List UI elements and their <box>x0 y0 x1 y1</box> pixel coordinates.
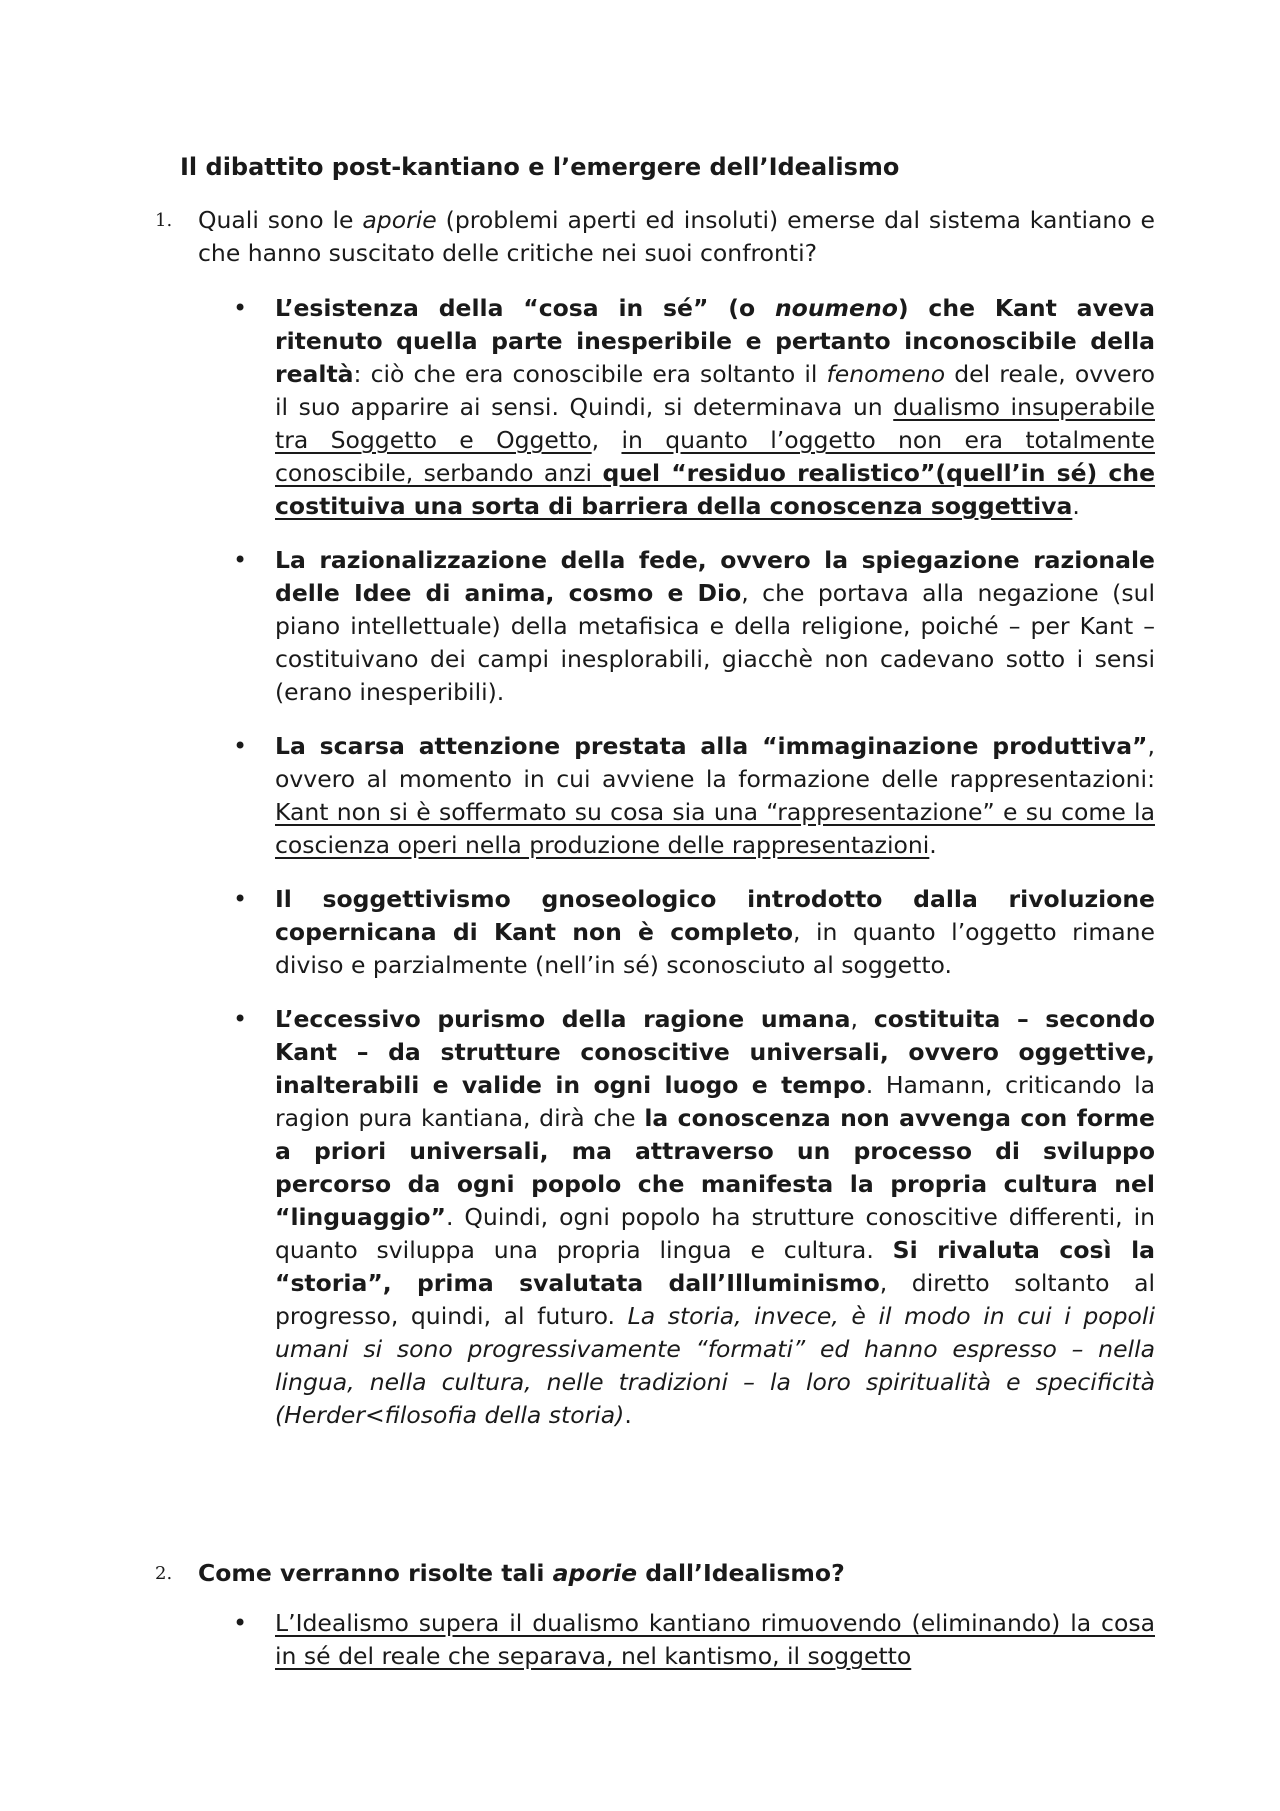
text-run: Il soggettivismo gnoseologico introdotto dalla rivoluzione copernicana di Kant non è completo <box>275 885 1155 946</box>
list-item-text <box>275 1005 1155 1429</box>
text-run: . <box>1072 492 1080 520</box>
text-run: . Hamann, criticando la ragion pura kantiana, dirà che <box>275 1071 1156 1132</box>
text-run: Kant non si è soffermato su cosa sia una “rappresentazione” e su come la coscienza operi nella produzione delle rappresentazioni <box>275 798 1155 859</box>
text-run: aporie <box>362 206 437 234</box>
bullet-icon: • <box>233 885 248 913</box>
text-run: , in quanto l’oggetto rimane diviso e parzialmente (nell’in sé) sconosciuto al soggetto. <box>275 918 1156 979</box>
text-run: La razionalizzazione della fede, ovvero la spiegazione razionale delle Idee di anima, cosmo e Dio <box>275 546 1155 607</box>
question-text <box>198 1557 1155 1590</box>
text-run: aporie <box>552 1559 638 1587</box>
text-run: dall’Idealismo? <box>637 1559 845 1587</box>
text-run: in quanto l’oggetto non era totalmente conoscibile, serbando anzi <box>275 426 1155 487</box>
text-run: , ovvero al momento in cui avviene la formazione delle rappresentazioni: <box>275 732 1155 793</box>
list-item <box>233 544 1155 709</box>
text-run: . Quindi, ogni popolo ha strutture conoscitive differenti, in quanto sviluppa una propria lingua e cultura. <box>275 1203 1155 1264</box>
answer-list-2 <box>233 1607 1155 1694</box>
text-run: la conoscenza non avvenga con forme a priori universali, ma attraverso un processo di sviluppo percorso da ogni popolo che manifesta la propria cultura nel “linguaggio” <box>275 1104 1155 1231</box>
text-run: La storia, invece, è il modo in cui i popoli umani si sono progressivamente “formati” ed hanno espresso – nella lingua, nella cultura, nelle tradizioni – la loro spiritualità e specificità (Herder<filosofia della storia) <box>275 1302 1155 1429</box>
text-run: noumeno <box>774 294 898 322</box>
bullet-icon: • <box>233 546 248 574</box>
list-item-text <box>275 885 1155 979</box>
text-run: Come verranno risolte tali <box>198 1559 553 1587</box>
list-item <box>233 1003 1155 1432</box>
bullet-icon: • <box>233 1005 248 1033</box>
question-number: 2. <box>155 1563 173 1584</box>
list-item <box>233 883 1155 982</box>
text-run: Si rivaluta così la “storia”, prima svalutata dall’Illuminismo <box>275 1236 1155 1297</box>
list-item <box>233 1607 1155 1673</box>
question-text <box>198 204 1155 270</box>
text-run: , che portava alla negazione (sul piano intellettuale) della metafisica e della religione, poiché – per Kant – costituivano dei campi inesplorabili, giacchè non cadevano sotto i sensi (erano inesperibili). <box>275 579 1155 706</box>
text-run: fenomeno <box>826 360 946 388</box>
list-item-text <box>275 732 1155 859</box>
text-run: L’esistenza della “cosa in sé” (o <box>275 294 775 322</box>
text-run: L’eccessivo purismo della ragione umana <box>275 1005 851 1033</box>
text-run: . <box>929 831 937 859</box>
text-run: quel “residuo realistico”(quell’in sé) che costituiva una sorta di barriera della conoscenza soggettiva <box>275 459 1156 520</box>
text-run: : ciò che era conoscibile era soltanto il <box>353 360 827 388</box>
bullet-icon: • <box>233 1609 248 1637</box>
list-item-text <box>275 546 1155 706</box>
list-item-text <box>275 1609 1155 1670</box>
list-item <box>233 292 1155 523</box>
text-run: , diretto soltanto al progresso, quindi, al futuro. <box>275 1269 1155 1330</box>
text-run: costituita – secondo Kant – da strutture conoscitive universali, ovvero oggettive, inalterabili e valide in ogni luogo e tempo <box>275 1005 1155 1099</box>
text-run: ) che Kant aveva ritenuto quella parte inesperibile e pertanto inconoscibile della realtà <box>275 294 1155 388</box>
list-item-text <box>275 294 1155 520</box>
text-run: , <box>850 1005 874 1033</box>
text-run: La scarsa attenzione prestata alla “immaginazione produttiva” <box>275 732 1148 760</box>
question-number: 1. <box>155 210 173 231</box>
text-run: , <box>591 426 622 454</box>
text-run: Quali sono le <box>198 206 363 234</box>
text-run: . <box>624 1401 632 1429</box>
text-run: (problemi aperti ed insoluti) emerse dal sistema kantiano e che hanno suscitato delle critiche nei suoi confronti? <box>198 206 1155 267</box>
text-run: L’Idealismo supera il dualismo kantiano rimuovendo (eliminando) la cosa in sé del reale che separava, nel kantismo, il soggetto <box>275 1609 1155 1670</box>
text-run: del reale, ovvero il suo apparire ai sensi. Quindi, si determinava un <box>275 360 1155 421</box>
bullet-icon: • <box>233 294 248 322</box>
list-item <box>233 730 1155 862</box>
document-title: Il dibattito post-kantiano e l’emergere dell’Idealismo <box>180 153 900 181</box>
text-run: dualismo insuperabile tra Soggetto e Oggetto <box>275 393 1155 454</box>
answer-list-1 <box>233 292 1155 1453</box>
bullet-icon: • <box>233 732 248 760</box>
